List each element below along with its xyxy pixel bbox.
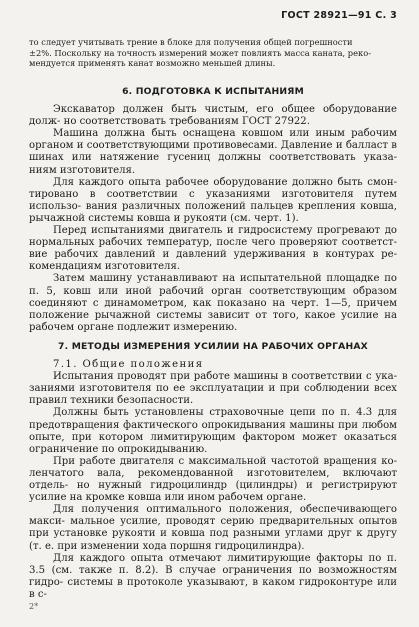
section-7 xyxy=(29,341,397,601)
intro-line: ±2%. Поскольку на точность измерений может повлиять масса каната, реко- xyxy=(29,47,372,58)
paragraph: Для каждого опыта отмечают лимитирующие факторы по п. 3.5 (см. также п. 8.2). В случае ограничения по возможностям гидро- системы в протоколе указывают, в каком гидроконтуре или в с- xyxy=(29,552,397,600)
paragraph: Машина должна быть оснащена ковшом или иным рабочим органом и соответствующими противовесами. Давление и балласт в шинах или натяжение гусениц должны соответствовать указа- ниям изготовителя. xyxy=(29,128,397,176)
intro-line: мендуется применять канат возможно меньшей длины. xyxy=(29,58,276,68)
section-7-title: 7. МЕТОДЫ ИЗМЕРЕНИЯ УСИЛИИ НА РАБОЧИХ ОРГАНАХ xyxy=(58,341,368,352)
paragraph: Для каждого опыта рабочее оборудование должно быть смон- тировано в соответствии с указаниями изготовителя путем использо- вания различных положений пальцев крепления ковша, рычажной системы ковша и рукояти (см. черт. 1). xyxy=(29,176,397,224)
paragraph: Экскаватор должен быть чистым, его общее оборудование долж- но соответствовать требованиям ГОСТ 27922. xyxy=(29,104,397,128)
paragraph: Затем машину устанавливают на испытательной площадке по п. 5, ковш или иной рабочий орган соответствующим образом соединяют с динамометром, как показано на черт. 1—5, причем положение рычажной системы зависит от того, какое усилие на рабочем органе подлежит измерению. xyxy=(29,273,397,333)
subsection-label-text: 7.1. Общие положения xyxy=(53,359,204,371)
paragraph: Перед испытаниями двигатель и гидросистему прогревают до нормальных рабочих температур, после чего проверяют соответст- вие рабочих давлений и давлений удерживания в контурах ре- комендациям изготовителя. xyxy=(29,225,397,273)
paragraph: Для получения оптимального положения, обеспечивающего макси- мальное усилие, проводят серию предварительных опытов при установке рукояти и ковша под разными углами друг к другу (т. е. при изменении хода поршня гидроцилиндра). xyxy=(29,504,397,552)
intro-line: то следует учитывать трение в блоке для получения общей погрешности xyxy=(29,37,353,47)
page-footer-mark: 2* xyxy=(29,602,39,611)
section-6 xyxy=(29,86,397,334)
intro-block xyxy=(29,37,397,69)
page-header: ГОСТ 28921—91 С. 3 xyxy=(281,10,397,21)
paragraph: Должны быть установлены страховочные цепи по п. 4.3 для предотвращения фактического опрокидывания машины при любом опыте, при котором лимитирующим фактором может оказаться ограничение по опрокидыванию. xyxy=(29,407,397,455)
subsection-label xyxy=(29,359,397,371)
section-6-title: 6. ПОДГОТОВКА К ИСПЫТАНИЯМ xyxy=(122,86,304,97)
paragraph: Испытания проводят при работе машины в соответствии с ука- заниями изготовителя по ее эксплуатации и при соблюдении всех правил техники безопасности. xyxy=(29,371,397,407)
paragraph: При работе двигателя с максимальной частотой вращения ко- ленчатого вала, рекомендованной изготовителем, включают отдель- но нужный гидроцилиндр (цилиндры) и регистрируют усилие на кромке ковша или ином рабочем органе. xyxy=(29,455,397,504)
